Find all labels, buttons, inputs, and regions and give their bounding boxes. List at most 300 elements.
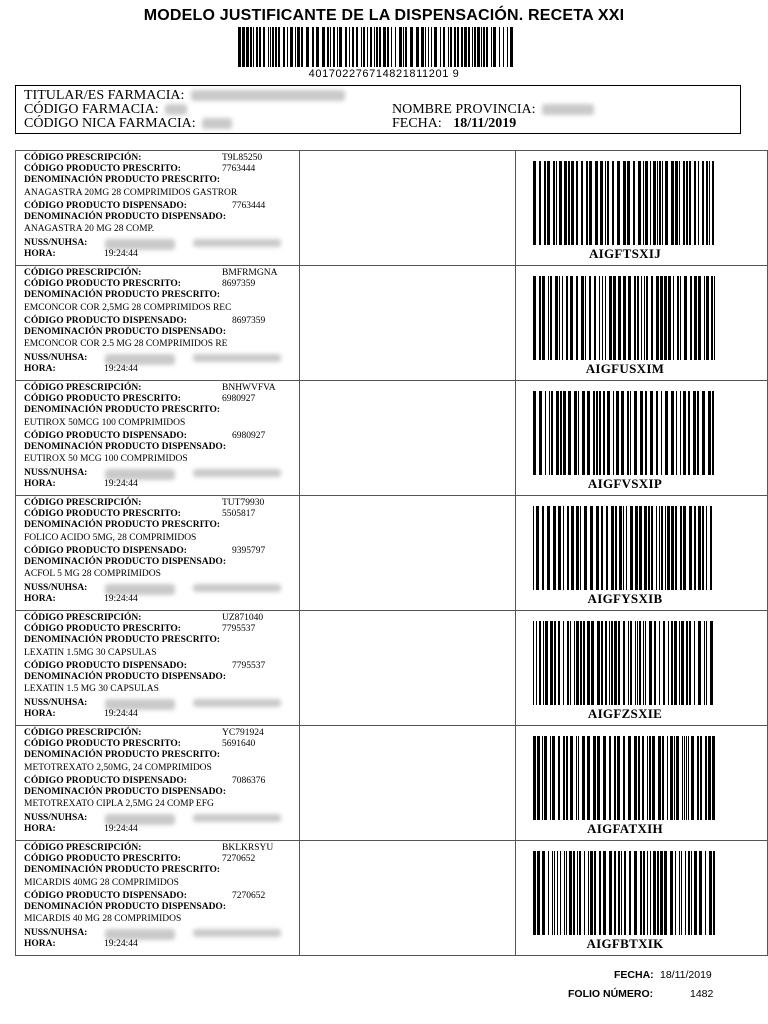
barcode-bar bbox=[671, 506, 674, 590]
barcode-cell bbox=[516, 611, 768, 725]
barcode-bar bbox=[345, 27, 347, 67]
barcode-bar bbox=[621, 391, 624, 475]
barcode-bar bbox=[700, 736, 702, 820]
barcode-bar bbox=[583, 621, 585, 705]
barcode-bar bbox=[654, 621, 656, 705]
label-denominacion-dispensado: DENOMINACIÓN PRODUCTO DISPENSADO: bbox=[24, 442, 226, 452]
barcode-bar bbox=[491, 27, 492, 67]
barcode-bar bbox=[558, 506, 561, 590]
barcode-bar bbox=[659, 506, 660, 590]
barcode-bar bbox=[566, 276, 568, 360]
barcode-bar bbox=[569, 851, 572, 935]
barcode-bar bbox=[399, 27, 402, 67]
label-codigo-producto-dispensado: CÓDIGO PRODUCTO DISPENSADO: bbox=[24, 316, 187, 326]
label-hora: HORA: bbox=[24, 709, 56, 719]
prescription-code: TUT79930 bbox=[222, 498, 265, 508]
barcode-bar bbox=[290, 27, 293, 67]
hora-value: 19:24:44 bbox=[104, 479, 138, 489]
label-nuss: NUSS/NUHSA: bbox=[24, 238, 88, 248]
barcode-bar bbox=[674, 736, 675, 820]
barcode-bar bbox=[607, 391, 610, 475]
barcode-bar bbox=[591, 621, 594, 705]
barcode-bar bbox=[383, 27, 386, 67]
barcode-bar bbox=[689, 621, 691, 705]
barcode-bar bbox=[623, 506, 624, 590]
barcode-bar bbox=[533, 391, 536, 475]
barcode-bar bbox=[641, 276, 642, 360]
barcode-bar bbox=[587, 736, 590, 820]
barcode-label: AIGFUSXIM bbox=[585, 361, 665, 376]
barcode-bar bbox=[603, 851, 606, 935]
barcode-bar bbox=[683, 506, 686, 590]
barcode-bar bbox=[683, 391, 686, 475]
barcode-bar bbox=[552, 736, 555, 820]
barcode-bar bbox=[714, 276, 715, 360]
fecha-line bbox=[392, 117, 516, 131]
barcode-bar bbox=[673, 276, 674, 360]
barcode-bar bbox=[601, 506, 603, 590]
redacted-nuss-extra bbox=[193, 699, 281, 707]
barcode-bar bbox=[658, 736, 661, 820]
barcode-bar bbox=[600, 161, 603, 245]
barcode-bar bbox=[268, 27, 269, 67]
label-denominacion-dispensado: DENOMINACIÓN PRODUCTO DISPENSADO: bbox=[24, 672, 226, 682]
table-row bbox=[15, 150, 768, 266]
barcode-bar bbox=[352, 27, 354, 67]
barcode-bar bbox=[618, 851, 620, 935]
dispensed-product-code: 7795537 bbox=[232, 661, 266, 671]
barcode-bar bbox=[709, 161, 710, 245]
barcode-bar bbox=[605, 276, 606, 360]
barcode-bar bbox=[297, 27, 300, 67]
barcode-bar bbox=[370, 27, 372, 67]
barcode-bar bbox=[568, 391, 571, 475]
barcode-bar bbox=[559, 276, 560, 360]
label-hora: HORA: bbox=[24, 364, 56, 374]
barcode-bar bbox=[301, 27, 303, 67]
barcode-bar bbox=[640, 851, 642, 935]
barcode-bar bbox=[570, 276, 573, 360]
hora-value: 19:24:44 bbox=[104, 709, 138, 719]
barcode-bar bbox=[564, 851, 565, 935]
footer-fecha-label: FECHA: bbox=[614, 969, 654, 981]
barcode-bar bbox=[634, 276, 636, 360]
barcode-bar bbox=[431, 27, 432, 67]
label-codigo-producto-prescrito: CÓDIGO PRODUCTO PRESCRITO: bbox=[24, 394, 181, 404]
barcode-bar bbox=[468, 27, 470, 67]
barcode-bar bbox=[702, 506, 704, 590]
barcode-bar bbox=[533, 276, 536, 360]
barcode-bar bbox=[387, 27, 389, 67]
barcode-bar bbox=[283, 27, 285, 67]
label-nuss: NUSS/NUHSA: bbox=[24, 583, 88, 593]
barcode-bar bbox=[657, 161, 658, 245]
barcode-bar bbox=[570, 736, 573, 820]
barcode-bar bbox=[647, 851, 648, 935]
barcode-bar bbox=[558, 736, 560, 820]
header-fecha-value: 18/11/2019 bbox=[453, 116, 517, 131]
barcode-bar bbox=[635, 621, 636, 705]
barcode-bar bbox=[671, 391, 674, 475]
barcode-bar bbox=[416, 27, 419, 67]
barcode-bar bbox=[454, 27, 456, 67]
barcode-bar bbox=[615, 506, 617, 590]
barcode-bar bbox=[653, 161, 656, 245]
barcode-bar bbox=[542, 506, 544, 590]
barcode-bar bbox=[434, 27, 437, 67]
barcode-bar bbox=[590, 506, 593, 590]
label-nuss: NUSS/NUHSA: bbox=[24, 698, 88, 708]
barcode-bar bbox=[609, 276, 612, 360]
barcode-bar bbox=[584, 506, 587, 590]
barcode-bar bbox=[713, 851, 715, 935]
barcode-bar bbox=[403, 27, 404, 67]
barcode-bar bbox=[638, 736, 640, 820]
barcode-label: AIGFVSXIP bbox=[587, 476, 663, 491]
barcode-bar bbox=[613, 391, 614, 475]
barcode-bar bbox=[698, 621, 701, 705]
barcode-bar bbox=[694, 851, 697, 935]
barcode-bar bbox=[659, 621, 660, 705]
barcode-bar bbox=[253, 27, 254, 67]
barcode-bar bbox=[671, 621, 673, 705]
barcode-bar bbox=[448, 27, 449, 67]
barcode-bar bbox=[337, 27, 338, 67]
label-denominacion-prescrito: DENOMINACIÓN PRODUCTO PRESCRITO: bbox=[24, 750, 220, 760]
barcode-bar bbox=[623, 276, 626, 360]
barcode-bar bbox=[609, 736, 611, 820]
barcode-bar bbox=[259, 27, 261, 67]
barcode-bar bbox=[450, 27, 452, 67]
barcode-bar bbox=[613, 276, 616, 360]
barcode-bar bbox=[405, 27, 407, 67]
dispensed-product-name: EMCONCOR COR 2.5 MG 28 COMPRIMIDOS RE bbox=[24, 339, 228, 349]
label-codigo-producto-dispensado: CÓDIGO PRODUCTO DISPENSADO: bbox=[24, 201, 187, 211]
barcode-bar bbox=[618, 276, 621, 360]
barcode-bar bbox=[605, 621, 607, 705]
label-denominacion-prescrito: DENOMINACIÓN PRODUCTO PRESCRITO: bbox=[24, 865, 220, 875]
barcode-bar bbox=[706, 506, 707, 590]
barcode-bar bbox=[698, 506, 701, 590]
barcode-bar bbox=[576, 621, 579, 705]
barcode-bar bbox=[443, 27, 445, 67]
label-codigo-prescripcion: CÓDIGO PRESCRIPCIÓN: bbox=[24, 383, 142, 393]
barcode-bar bbox=[246, 27, 249, 67]
row-barcode bbox=[533, 161, 716, 245]
label-nuss: NUSS/NUHSA: bbox=[24, 353, 88, 363]
barcode-label: AIGFBTXIK bbox=[586, 936, 664, 951]
barcode-bar bbox=[539, 276, 541, 360]
prescribed-product-name: LEXATIN 1.5MG 30 CAPSULAS bbox=[24, 648, 157, 658]
barcode-bar bbox=[682, 736, 683, 820]
barcode-bar bbox=[563, 391, 566, 475]
prescribed-product-name: EMCONCOR COR 2,5MG 28 COMPRIMIDOS REC bbox=[24, 303, 232, 313]
barcode-bar bbox=[637, 621, 638, 705]
barcode-bar bbox=[667, 506, 670, 590]
barcode-bar bbox=[640, 391, 643, 475]
barcode-bar bbox=[651, 506, 653, 590]
barcode-bar bbox=[576, 736, 577, 820]
barcode-bar bbox=[611, 506, 614, 590]
barcode-bar bbox=[553, 161, 555, 245]
barcode-bar bbox=[623, 161, 626, 245]
hora-value: 19:24:44 bbox=[104, 939, 138, 949]
barcode-bar bbox=[710, 506, 712, 590]
barcode-bar bbox=[649, 736, 651, 820]
barcode-bar bbox=[481, 27, 482, 67]
barcode-bar bbox=[363, 27, 365, 67]
barcode-bar bbox=[656, 391, 658, 475]
footer-folio-value: 1482 bbox=[690, 988, 714, 1000]
barcode-bar bbox=[609, 621, 610, 705]
barcode-bar bbox=[568, 161, 570, 245]
dispensed-product-code: 8697359 bbox=[232, 316, 266, 326]
barcode-bar bbox=[250, 27, 252, 67]
barcode-bar bbox=[648, 506, 650, 590]
barcode-bar bbox=[665, 506, 666, 590]
barcode-bar bbox=[537, 736, 540, 820]
barcode-bar bbox=[580, 621, 582, 705]
barcode-bar bbox=[702, 161, 704, 245]
prescription-code: BMFRMGNA bbox=[222, 268, 278, 278]
barcode-bar bbox=[597, 621, 600, 705]
barcode-bar bbox=[483, 27, 485, 67]
barcode-bar bbox=[493, 27, 496, 67]
label-codigo-producto-dispensado: CÓDIGO PRODUCTO DISPENSADO: bbox=[24, 546, 187, 556]
empty-column bbox=[300, 381, 516, 495]
barcode-bar bbox=[623, 621, 625, 705]
redacted-nuss-extra bbox=[193, 469, 281, 477]
barcode-bar bbox=[699, 851, 702, 935]
barcode-bar bbox=[712, 161, 714, 245]
label-codigo-producto-prescrito: CÓDIGO PRODUCTO PRESCRITO: bbox=[24, 854, 181, 864]
barcode-bar bbox=[614, 851, 616, 935]
barcode-bar bbox=[638, 161, 641, 245]
barcode-bar bbox=[547, 161, 550, 245]
barcode-bar bbox=[603, 391, 605, 475]
barcode-bar bbox=[618, 621, 620, 705]
barcode-bar bbox=[670, 736, 673, 820]
barcode-bar bbox=[683, 161, 685, 245]
barcode-bar bbox=[379, 27, 381, 67]
barcode-bar bbox=[238, 27, 241, 67]
barcode-bar bbox=[571, 506, 574, 590]
barcode-bar bbox=[602, 276, 603, 360]
barcode-cell bbox=[516, 266, 768, 380]
provincia-label: NOMBRE PROVINCIA: bbox=[392, 102, 536, 117]
barcode-bar bbox=[278, 27, 280, 67]
barcode-bar bbox=[650, 851, 651, 935]
barcode-bar bbox=[630, 621, 632, 705]
label-codigo-prescripcion: CÓDIGO PRESCRIPCIÓN: bbox=[24, 498, 142, 508]
prescription-code: UZ871040 bbox=[222, 613, 264, 623]
barcode-bar bbox=[263, 27, 265, 67]
barcode-bar bbox=[698, 276, 701, 360]
redacted-codigo-nica bbox=[202, 118, 232, 129]
label-nuss: NUSS/NUHSA: bbox=[24, 468, 88, 478]
table-row bbox=[15, 725, 768, 841]
barcode-bar bbox=[617, 736, 620, 820]
barcode-bar bbox=[558, 621, 560, 705]
barcode-bar bbox=[499, 27, 500, 67]
barcode-bar bbox=[287, 27, 288, 67]
barcode-bar bbox=[316, 27, 319, 67]
barcode-bar bbox=[563, 621, 564, 705]
barcode-bar bbox=[623, 736, 625, 820]
barcode-bar bbox=[706, 161, 708, 245]
barcode-bar bbox=[684, 276, 687, 360]
barcode-bar bbox=[428, 27, 429, 67]
prescription-code: YC791924 bbox=[222, 728, 264, 738]
barcode-bar bbox=[555, 276, 558, 360]
barcode-bar bbox=[688, 391, 690, 475]
barcode-bar bbox=[671, 161, 674, 245]
barcode-label: AIGFZSXIE bbox=[587, 706, 663, 721]
barcode-bar bbox=[457, 27, 459, 67]
barcode-bar bbox=[582, 736, 585, 820]
label-hora: HORA: bbox=[24, 594, 56, 604]
prescription-code: BNHWVFVA bbox=[222, 383, 276, 393]
barcode-bar bbox=[665, 391, 668, 475]
row-barcode bbox=[533, 391, 716, 475]
dispensed-product-name: LEXATIN 1.5 MG 30 CAPSULAS bbox=[24, 684, 159, 694]
barcode-bar bbox=[609, 851, 612, 935]
label-codigo-prescripcion: CÓDIGO PRESCRIPCIÓN: bbox=[24, 268, 142, 278]
barcode-bar bbox=[628, 621, 629, 705]
hora-value: 19:24:44 bbox=[104, 594, 138, 604]
titular-label: TITULAR/ES FARMACIA: bbox=[24, 88, 185, 103]
barcode-bar bbox=[674, 621, 677, 705]
barcode-label: AIGFTSXIJ bbox=[588, 246, 662, 261]
dispensed-product-name: ANAGASTRA 20 MG 28 COMP. bbox=[24, 224, 155, 234]
barcode-bar bbox=[691, 736, 694, 820]
barcode-bar bbox=[675, 851, 676, 935]
barcode-bar bbox=[333, 27, 335, 67]
barcode-bar bbox=[639, 621, 641, 705]
barcode-bar bbox=[662, 736, 664, 820]
barcode-bar bbox=[708, 736, 711, 820]
barcode-bar bbox=[680, 506, 682, 590]
barcode-bar bbox=[571, 161, 574, 245]
barcode-bar bbox=[709, 851, 712, 935]
barcode-bar bbox=[553, 506, 556, 590]
barcode-cell bbox=[516, 496, 768, 610]
barcode-bar bbox=[566, 851, 567, 935]
barcode-bar bbox=[646, 276, 648, 360]
barcode-bar bbox=[661, 506, 663, 590]
barcode-bar bbox=[603, 736, 606, 820]
barcode-bar bbox=[472, 27, 473, 67]
barcode-bar bbox=[644, 506, 647, 590]
barcode-cell bbox=[516, 151, 768, 265]
barcode-bar bbox=[599, 276, 600, 360]
prescribed-product-code: 6980927 bbox=[222, 394, 256, 404]
empty-column bbox=[300, 726, 516, 840]
barcode-bar bbox=[542, 736, 543, 820]
codigo-farmacia-label: CÓDIGO FARMACIA: bbox=[24, 102, 159, 117]
dispensed-product-name: METOTREXATO CIPLA 2,5MG 24 COMP EFG bbox=[24, 799, 214, 809]
codigo-farmacia-line bbox=[24, 103, 187, 117]
barcode-bar bbox=[242, 27, 245, 67]
barcode-bar bbox=[547, 506, 550, 590]
barcode-bar bbox=[668, 276, 671, 360]
barcode-bar bbox=[597, 736, 600, 820]
barcode-bar bbox=[630, 391, 631, 475]
barcode-bar bbox=[464, 27, 467, 67]
barcode-bar bbox=[634, 391, 637, 475]
barcode-bar bbox=[645, 391, 647, 475]
label-denominacion-prescrito: DENOMINACIÓN PRODUCTO PRESCRITO: bbox=[24, 175, 220, 185]
prescribed-product-code: 7270652 bbox=[222, 854, 256, 864]
barcode-bar bbox=[614, 621, 617, 705]
barcode-bar bbox=[629, 851, 631, 935]
barcode-bar bbox=[477, 27, 480, 67]
label-codigo-producto-prescrito: CÓDIGO PRODUCTO PRESCRITO: bbox=[24, 739, 181, 749]
barcode-bar bbox=[634, 736, 637, 820]
barcode-bar bbox=[712, 391, 714, 475]
label-hora: HORA: bbox=[24, 479, 56, 489]
table-row bbox=[15, 840, 768, 956]
barcode-bar bbox=[656, 276, 659, 360]
hora-value: 19:24:44 bbox=[104, 824, 138, 834]
provincia-line bbox=[392, 103, 594, 117]
barcode-bar bbox=[421, 27, 424, 67]
barcode-bar bbox=[681, 851, 682, 935]
prescription-details bbox=[16, 266, 300, 380]
barcode-bar bbox=[537, 851, 540, 935]
barcode-bar bbox=[619, 506, 622, 590]
barcode-bar bbox=[702, 391, 705, 475]
barcode-bar bbox=[697, 391, 699, 475]
barcode-bar bbox=[639, 506, 642, 590]
barcode-bar bbox=[356, 27, 358, 67]
barcode-bar bbox=[664, 851, 667, 935]
barcode-bar bbox=[627, 161, 630, 245]
barcode-bar bbox=[688, 736, 689, 820]
barcode-bar bbox=[554, 851, 555, 935]
barcode-bar bbox=[647, 736, 648, 820]
barcode-bar bbox=[539, 621, 541, 705]
barcode-bar bbox=[607, 161, 609, 245]
barcode-bar bbox=[616, 391, 619, 475]
barcode-bar bbox=[543, 621, 544, 705]
label-nuss: NUSS/NUHSA: bbox=[24, 928, 88, 938]
barcode-bar bbox=[550, 621, 553, 705]
barcode-bar bbox=[560, 391, 562, 475]
barcode-bar bbox=[548, 276, 549, 360]
barcode-bar bbox=[545, 621, 548, 705]
label-codigo-producto-prescrito: CÓDIGO PRODUCTO PRESCRITO: bbox=[24, 509, 181, 519]
barcode-bar bbox=[533, 506, 534, 590]
barcode-bar bbox=[272, 27, 274, 67]
barcode-bar bbox=[691, 851, 692, 935]
barcode-bar bbox=[694, 161, 696, 245]
top-barcode-number: 401702276714821811201 9 bbox=[308, 68, 460, 80]
barcode-bar bbox=[560, 851, 561, 935]
barcode-bar bbox=[617, 161, 620, 245]
barcode-bar bbox=[256, 27, 258, 67]
barcode-bar bbox=[573, 851, 575, 935]
barcode-bar bbox=[705, 736, 707, 820]
empty-column bbox=[300, 266, 516, 380]
prescribed-product-code: 5505817 bbox=[222, 509, 256, 519]
top-barcode bbox=[238, 27, 514, 67]
empty-column bbox=[300, 496, 516, 610]
barcode-bar bbox=[566, 736, 568, 820]
barcode-bar bbox=[587, 391, 590, 475]
empty-column bbox=[300, 151, 516, 265]
table-row bbox=[15, 610, 768, 726]
